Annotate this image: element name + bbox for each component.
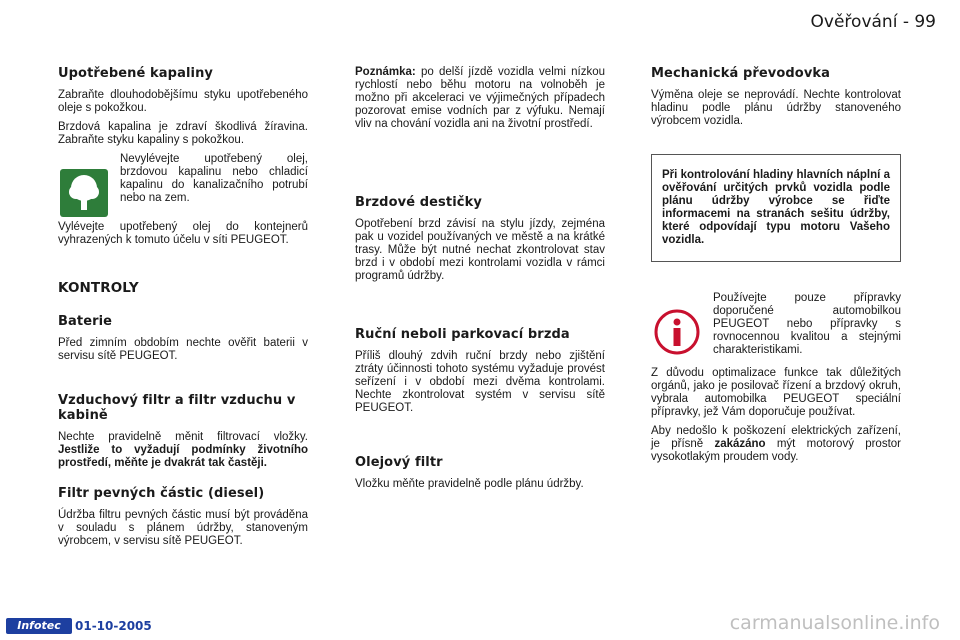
section-title-battery: Baterie	[58, 314, 113, 329]
text-run: Aby nedošlo k poškození elektrických zařízení, je přísně	[651, 425, 901, 450]
footer-date: 01-10-2005	[75, 619, 152, 633]
tree-icon	[60, 169, 108, 217]
emphasis-text: Jestliže to vyžadují podmínky životního prostředí, měňte je dvakrát tak častěji.	[58, 444, 308, 469]
section-title-air-filter: Vzduchový filtr a filtr vzduchu v kabině	[58, 393, 296, 423]
note-text: po delší jízdě vozidla velmi nízkou rychlostí nebo běhu motoru na volnoběh je možno při akceleraci ve výjimečných případech pozorovat emise vodních par z výfuku. Nemají vliv na chování vozidla ani na životní prostředí.	[355, 66, 605, 130]
maintenance-info-box: Při kontrolování hladiny hlavních náplní a ověřování určitých prvků vozidla podle plánu údržby výrobce se řiďte informacemi na stranách sešitu údržby, které odpovídají typu motoru Vašeho vozidla.	[651, 154, 901, 262]
paragraph: Vložku měňte pravidelně podle plánu údržby.	[355, 478, 584, 490]
paragraph: Brzdová kapalina je zdraví škodlivá žíravina. Zabraňte styku kapaliny s pokožkou.	[58, 121, 308, 146]
section-heading-kontroly: KONTROLY	[58, 280, 139, 296]
page-header	[0, 0, 960, 36]
column-right	[651, 66, 901, 470]
environment-note	[58, 153, 308, 217]
note-paragraph	[355, 66, 605, 131]
page-title: Ověřování - 99	[810, 12, 936, 32]
emphasis-text: zakázáno	[714, 438, 766, 450]
paragraph: Výměna oleje se neprovádí. Nechte kontrolovat hladinu podle plánu údržby stanoveného výrobcem vozidla.	[651, 89, 901, 127]
paragraph: Opotřebení brzd závisí na stylu jízdy, zejména pak u vozidel používaných ve městě a na krátké trasy. Může být nutné nechat zkontrolovat stav brzd i v období mezi kontrolami vozidla v rámci programů údržby.	[355, 218, 605, 282]
paragraph	[651, 425, 901, 464]
info-note	[651, 292, 901, 363]
column-middle	[355, 66, 605, 497]
info-icon	[653, 308, 701, 356]
section-title-oil-filter: Olejový filtr	[355, 455, 443, 470]
section-title-used-fluids: Upotřebené kapaliny	[58, 66, 213, 81]
column-left	[58, 66, 308, 554]
paragraph: Údržba filtru pevných částic musí být prováděna v souladu s plánem údržby, stanoveným výrobcem, v servisu sítě PEUGEOT.	[58, 509, 308, 547]
paragraph: Zabraňte dlouhodobějšímu styku upotřebeného oleje s pokožkou.	[58, 89, 308, 114]
note-label: Poznámka:	[355, 66, 416, 78]
watermark: carmanualsonline.info	[729, 612, 940, 634]
paragraph: Z důvodu optimalizace funkce tak důležitých orgánů, jako je posilovač řízení a brzdový okruh, vybrala automobilka PEUGEOT speciální přípravky, jež Vám doporučuje používat.	[651, 367, 901, 418]
paragraph: Vylévejte upotřebený olej do kontejnerů vyhrazených k tomuto účelu v síti PEUGEOT.	[58, 221, 308, 246]
section-title-brake-pads: Brzdové destičky	[355, 195, 482, 210]
paragraph	[58, 431, 308, 470]
environment-note-text: Nevylévejte upotřebený olej, brzdovou kapalinu nebo chladicí kapalinu do kanalizačního potrubí nebo na zem.	[120, 153, 308, 204]
paragraph: Před zimním obdobím nechte ověřit baterii v servisu sítě PEUGEOT.	[58, 337, 308, 362]
paragraph: Příliš dlouhý zdvih ruční brzdy nebo zjištění ztráty účinnosti tohoto systému vyžaduje provést seřízení i v období mezi dvěma kontrolami. Nechte zkontrolovat systém v servisu sítě PEUGEOT.	[355, 350, 605, 414]
text-run: Nechte pravidelně měnit filtrovací vložky.	[58, 431, 308, 443]
infotec-logo: Infotec	[6, 618, 72, 634]
text-run: mýt motorový prostor vysokotlakým proudem vody.	[651, 438, 901, 463]
section-title-particle-filter: Filtr pevných částic (diesel)	[58, 486, 265, 501]
section-title-handbrake: Ruční neboli parkovací brzda	[355, 327, 570, 342]
section-title-gearbox: Mechanická převodovka	[651, 66, 831, 81]
info-note-text: Používejte pouze přípravky doporučené automobilkou PEUGEOT nebo přípravky s rovnocennou kvalitou a stejnými charakteristikami.	[713, 292, 901, 356]
